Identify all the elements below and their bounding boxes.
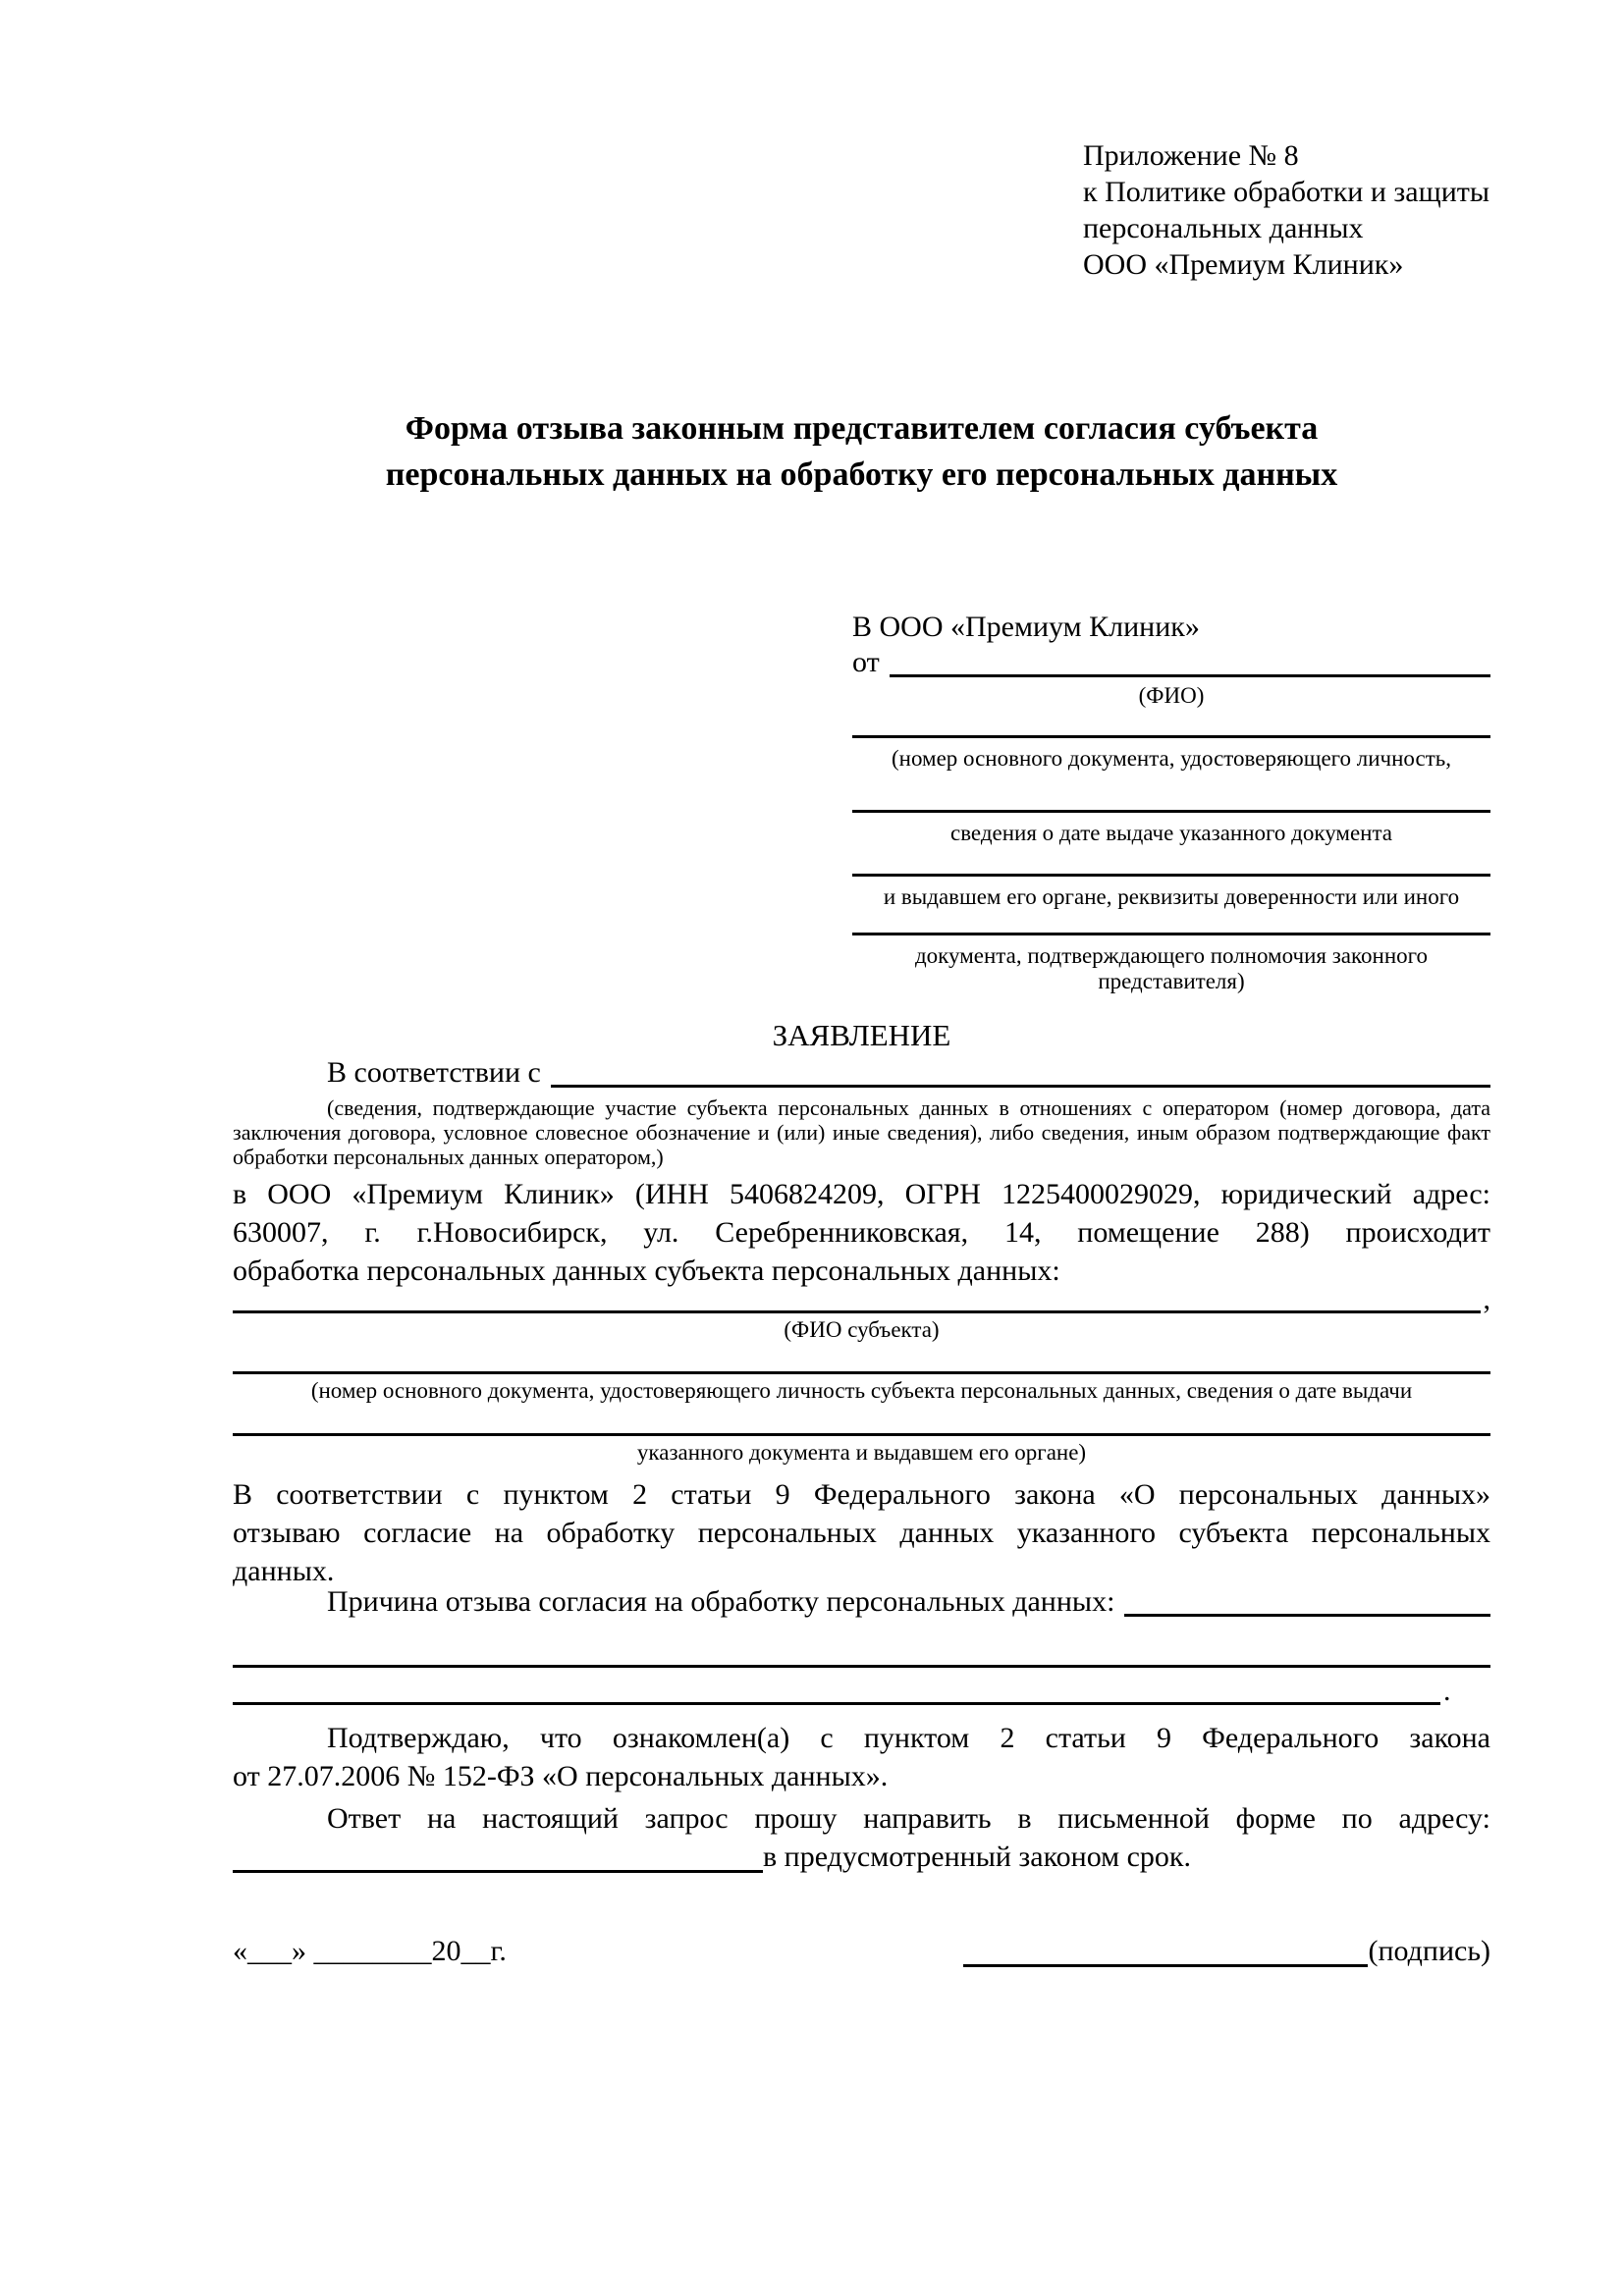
basis-blank-line — [551, 1084, 1490, 1088]
confirmation-paragraph-line-2: от 27.07.2006 № 152-ФЗ «О персональных данных». — [233, 1760, 889, 1792]
operator-paragraph-line-1: в ООО «Премиум Клиник» (ИНН 5406824209, ОГРН 1225400029029, юридический адрес: — [233, 1178, 1490, 1210]
appendix-header — [1083, 137, 1489, 283]
withdrawal-paragraph-line-1: В соответствии с пунктом 2 статьи 9 Федерального закона «О персональных данных» — [233, 1478, 1490, 1511]
withdrawal-paragraph — [233, 1475, 1490, 1590]
confirmation-paragraph-line-1: Подтверждаю, что ознакомлен(а) с пунктом 2 статьи 9 Федерального закона — [327, 1722, 1490, 1754]
reply-paragraph — [233, 1799, 1490, 1876]
subject-fio-blank-row — [233, 1283, 1490, 1315]
operator-paragraph-line-3: обработка персональных данных субъекта персональных данных: — [233, 1255, 1060, 1287]
withdrawal-paragraph-line-2: отзываю согласие на обработку персональных данных указанного субъекта персональных — [233, 1517, 1490, 1549]
intro-row — [233, 1055, 1490, 1088]
reply-address-blank-line — [233, 1843, 763, 1873]
statement-heading: ЗАЯВЛЕНИЕ — [772, 1018, 951, 1052]
title-line-1: Форма отзыва законным представителем согласия субъекта — [405, 410, 1319, 447]
authority-document-caption: документа, подтверждающего полномочия законного представителя) — [914, 943, 1428, 993]
operator-paragraph-line-2: 630007, г. г.Новосибирск, ул. Серебренниковская, 14, помещение 288) происходит — [233, 1216, 1490, 1249]
addressee-from-row — [852, 646, 1490, 677]
reason-label: Причина отзыва согласия на обработку персональных данных: — [327, 1585, 1115, 1618]
title-line-2: персональных данных на обработку его персональных данных — [385, 456, 1338, 493]
issuing-authority-blank-line — [852, 846, 1490, 877]
issue-date-caption: сведения о дате выдаче указанного документа — [949, 821, 1393, 845]
reply-suffix: в предусмотренный законом срок. — [763, 1841, 1191, 1873]
trailing-period: . — [1443, 1675, 1451, 1707]
reason-continuation-blank-line-1 — [233, 1617, 1490, 1668]
operator-paragraph — [233, 1175, 1490, 1290]
subject-fio-blank-line — [233, 1309, 1481, 1313]
trailing-comma: , — [1483, 1283, 1490, 1315]
document-number-caption: (номер основного документа, удостоверяющего личность, — [891, 746, 1451, 771]
signature-area — [963, 1934, 1490, 1969]
reason-blank-line — [1124, 1613, 1490, 1617]
document-number-blank-line — [852, 709, 1490, 738]
authority-document-blank-line — [852, 910, 1490, 935]
addressee-to: В ООО «Премиум Клиник» — [852, 611, 1200, 643]
intro-footnote — [233, 1095, 1490, 1169]
confirmation-paragraph — [233, 1719, 1490, 1795]
footnote-line-1: (сведения, подтверждающие участие субъекта персональных данных в отношениях с оператором (номер договора, дата — [327, 1095, 1490, 1120]
footnote-line-3: обработки персональных данных оператором,) — [233, 1145, 664, 1169]
appendix-line-4: ООО «Премиум Клиник» — [1083, 248, 1404, 281]
footnote-line-2: заключения договора, условное словесное обозначение и (или) иные сведения), либо сведения, иным образом подтверждающие факт — [233, 1120, 1490, 1145]
document-title — [233, 405, 1490, 498]
subject-document-blank-line — [233, 1343, 1490, 1374]
issuing-authority-caption: и выдавшем его органе, реквизиты доверенности или иного — [883, 884, 1460, 909]
reason-continuation-row — [233, 1668, 1490, 1705]
subject-document-authority-blank-line — [233, 1404, 1490, 1436]
appendix-line-2: к Политике обработки и защиты — [1083, 176, 1490, 208]
reason-row — [233, 1585, 1490, 1618]
from-label: от — [852, 646, 880, 678]
addressee-block — [852, 609, 1490, 994]
issue-date-blank-line — [852, 772, 1490, 813]
withdrawal-paragraph-line-3: данных. — [233, 1555, 335, 1587]
appendix-line-1: Приложение № 8 — [1083, 139, 1299, 172]
reply-prefix: Ответ на настоящий запрос прошу направить в письменной форме по адресу: — [327, 1802, 1490, 1835]
subject-document-caption-1: (номер основного документа, удостоверяющего личность субъекта персональных данных, сведения о дате выдачи — [310, 1378, 1413, 1403]
reason-continuation-blank-line-2 — [233, 1701, 1440, 1705]
fio-caption: (ФИО) — [1138, 683, 1205, 708]
representative-name-blank-line — [890, 673, 1490, 677]
appendix-line-3: персональных данных — [1083, 212, 1364, 244]
signature-blank-line — [963, 1938, 1368, 1967]
subject-fio-caption: (ФИО субъекта) — [784, 1317, 940, 1342]
date-blank: «___» ________20__г. — [233, 1935, 507, 1967]
date-signature-row — [233, 1934, 1490, 1969]
intro-label: В соответствии с — [327, 1056, 541, 1089]
subject-document-caption-2: указанного документа и выдавшем его органе) — [636, 1440, 1087, 1465]
signature-caption: (подпись) — [1368, 1935, 1490, 1967]
statement-body — [233, 1016, 1490, 1876]
